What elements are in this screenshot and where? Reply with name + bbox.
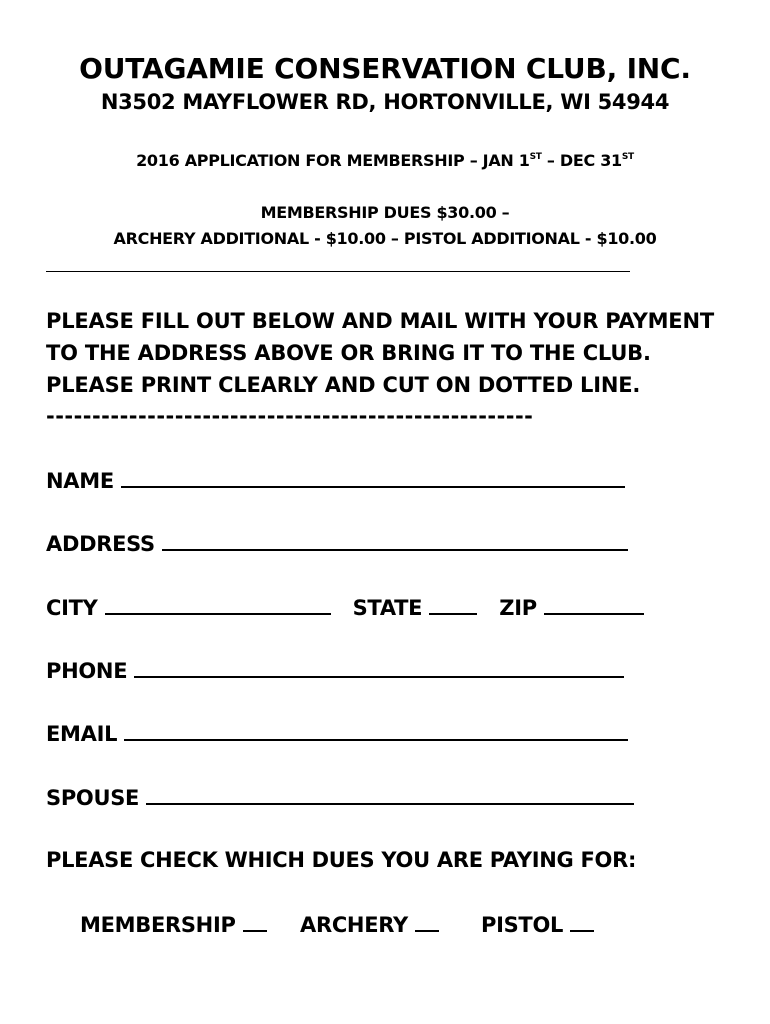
name-blank[interactable] — [121, 468, 625, 488]
spouse-blank[interactable] — [146, 785, 634, 805]
archery-option — [300, 912, 439, 937]
superscript-end: ST — [621, 152, 634, 162]
membership-label: MEMBERSHIP — [80, 913, 236, 937]
email-label: EMAIL — [46, 722, 118, 746]
email-row — [46, 721, 628, 746]
dues-line-2: ARCHERY ADDITIONAL - $10.00 – PISTOL ADDITIONAL - $10.00 — [113, 229, 657, 248]
org-address: N3502 MAYFLOWER RD, HORTONVILLE, WI 54944 — [100, 90, 670, 114]
address-label: ADDRESS — [46, 532, 155, 556]
org-name: OUTAGAMIE CONSERVATION CLUB, INC. — [79, 52, 691, 85]
spouse-row — [46, 785, 634, 810]
phone-label: PHONE — [46, 659, 128, 683]
city-blank[interactable] — [105, 595, 331, 615]
state-blank[interactable] — [429, 595, 477, 615]
instruction-line-2: TO THE ADDRESS ABOVE OR BRING IT TO THE CLUB. — [46, 341, 651, 365]
membership-checkbox[interactable] — [243, 912, 267, 932]
membership-option — [80, 912, 267, 937]
zip-blank[interactable] — [544, 595, 644, 615]
instruction-line-3: PLEASE PRINT CLEARLY AND CUT ON DOTTED LINE. — [46, 373, 641, 397]
phone-row — [46, 658, 624, 683]
application-prefix: 2016 APPLICATION FOR MEMBERSHIP – JAN 1 — [136, 151, 530, 170]
pistol-option — [481, 912, 594, 937]
archery-label: ARCHERY — [300, 913, 408, 937]
phone-blank[interactable] — [134, 658, 624, 678]
pistol-label: PISTOL — [481, 913, 564, 937]
name-label: NAME — [46, 469, 114, 493]
header-divider — [46, 271, 630, 272]
superscript-start: ST — [529, 152, 542, 162]
name-row — [46, 468, 625, 493]
dues-line-1: MEMBERSHIP DUES $30.00 – — [260, 203, 510, 222]
address-blank[interactable] — [162, 531, 628, 551]
pistol-checkbox[interactable] — [570, 912, 594, 932]
zip-label: ZIP — [499, 596, 537, 620]
application-mid: – DEC 31 — [541, 151, 622, 170]
city-state-zip-row — [46, 595, 644, 620]
state-label: STATE — [352, 596, 423, 620]
cut-dotted-line: ----------------------------------------------------- — [46, 404, 534, 428]
address-row — [46, 531, 628, 556]
city-label: CITY — [46, 596, 98, 620]
instruction-line-1: PLEASE FILL OUT BELOW AND MAIL WITH YOUR PAYMENT — [46, 309, 714, 333]
spouse-label: SPOUSE — [46, 786, 140, 810]
archery-checkbox[interactable] — [415, 912, 439, 932]
dues-check-prompt: PLEASE CHECK WHICH DUES YOU ARE PAYING FOR: — [46, 848, 637, 872]
application-period — [0, 151, 770, 170]
email-blank[interactable] — [124, 721, 628, 741]
